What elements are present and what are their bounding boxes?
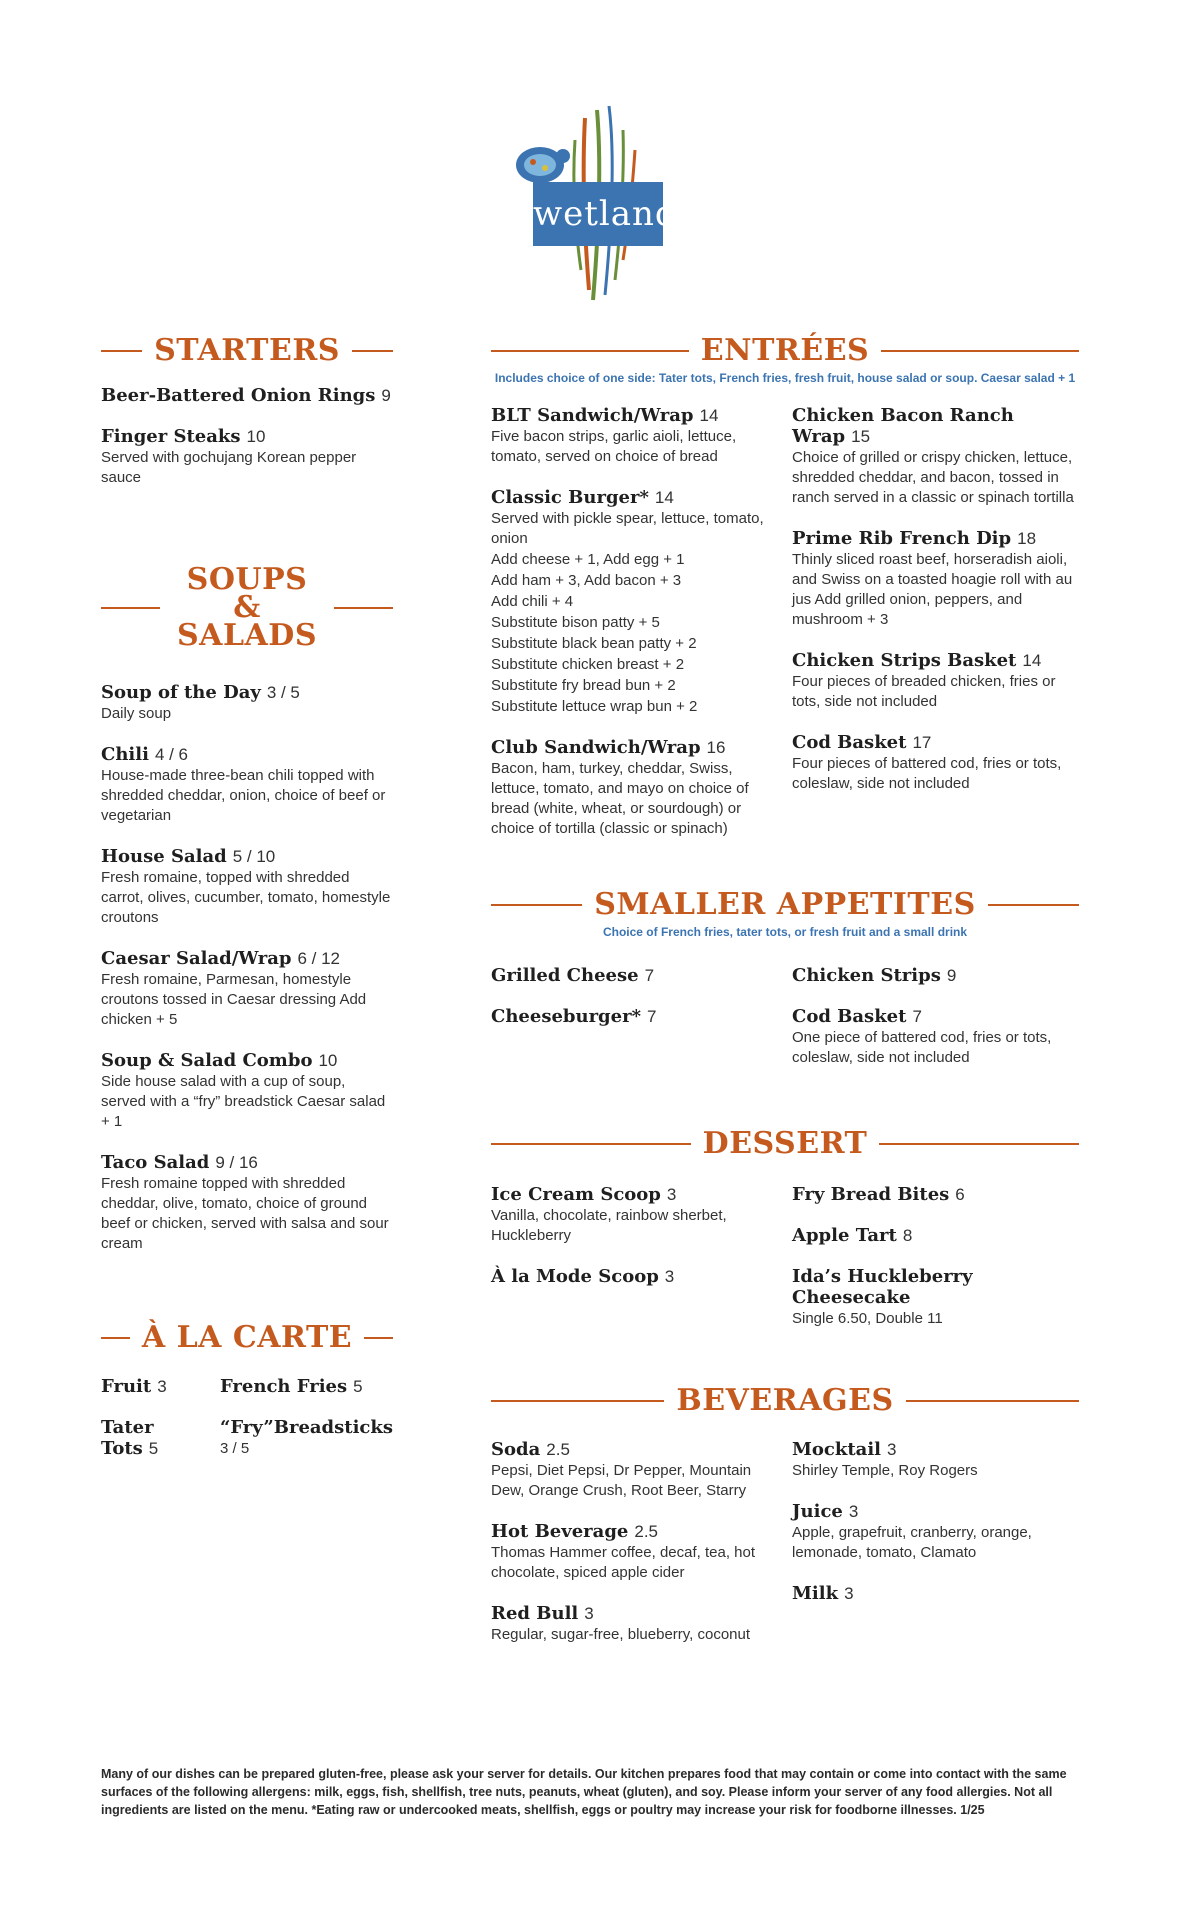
item-price: 6: [955, 1185, 965, 1204]
item-description: House-made three-bean chili topped with shredded cheddar, onion, choice of beef or vegetarian: [101, 767, 386, 824]
item-description: Four pieces of breaded chicken, fries or tots, side not included: [792, 673, 1056, 710]
menu-item: [491, 405, 778, 467]
menu-item: [101, 426, 393, 488]
item-price: 3: [666, 1185, 677, 1204]
menu-item: [220, 1376, 393, 1397]
item-name: Soda: [491, 1439, 541, 1460]
logo-wordmark: wetlands: [533, 182, 663, 246]
item-description: Substitute chicken breast + 2: [491, 656, 685, 673]
item-name: Cheeseburger*: [491, 1006, 641, 1027]
item-price: 10: [246, 427, 266, 446]
item-price: 9: [946, 966, 957, 985]
carte-heading: [101, 1320, 393, 1355]
dessert-title: DESSERT: [702, 1126, 868, 1161]
item-name: Fruit: [101, 1376, 152, 1397]
item-description: Fresh romaine, topped with shredded carrot, olives, cucumber, tomato, homestyle croutons: [101, 869, 391, 926]
menu-item: [101, 1417, 206, 1459]
item-name: Classic Burger*: [491, 487, 649, 508]
starters-title: STARTERS: [154, 333, 340, 368]
item-description: Four pieces of battered cod, fries or tots, coleslaw, side not included: [792, 755, 1062, 792]
menu-item: [101, 744, 393, 826]
starters-heading: [101, 333, 393, 368]
menu-item: [792, 732, 1079, 794]
item-price: 8: [902, 1226, 913, 1245]
menu-item: [101, 1152, 393, 1254]
item-price: 3 / 5: [266, 683, 300, 702]
menu-item: [491, 1184, 778, 1246]
item-description: Substitute fry bread bun + 2: [491, 677, 676, 694]
item-name: Grilled Cheese: [491, 965, 639, 986]
item-name: House Salad: [101, 846, 227, 867]
item-name: Prime Rib French Dip: [792, 528, 1012, 549]
item-name: Soup & Salad Combo: [101, 1050, 313, 1071]
item-price: 17: [912, 733, 932, 752]
item-description: Vanilla, chocolate, rainbow sherbet, Huckleberry: [491, 1207, 727, 1244]
item-description: Add chili + 4: [491, 593, 574, 610]
item-price: 5: [148, 1439, 159, 1458]
menu-item: [101, 846, 393, 928]
item-name: Chicken Strips: [792, 965, 941, 986]
item-name: Chili: [101, 744, 149, 765]
menu-item: [792, 405, 1079, 508]
item-price: 3: [664, 1267, 675, 1286]
item-price: 2.5: [546, 1440, 570, 1459]
item-price: 7: [644, 966, 655, 985]
item-description: Substitute black bean patty + 2: [491, 635, 697, 652]
item-price: 5 / 10: [232, 847, 276, 866]
item-price: 4 / 6: [154, 745, 189, 764]
item-price: 15: [851, 427, 871, 446]
item-description: Substitute lettuce wrap bun + 2: [491, 698, 698, 715]
item-description: Substitute bison patty + 5: [491, 614, 660, 631]
item-name: Fry Bread Bites: [792, 1184, 950, 1205]
item-name: Club Sandwich/Wrap: [491, 737, 701, 758]
item-price: 9 / 16: [215, 1153, 258, 1172]
item-name: Red Bull: [491, 1603, 579, 1624]
item-price: 6 / 12: [297, 949, 340, 968]
item-description: Choice of grilled or crispy chicken, lettuce, shredded cheddar, and bacon, tossed in ranch served in a classic or spinach tortilla: [792, 449, 1074, 506]
item-name: Ida’s Huckleberry Cheesecake: [792, 1266, 973, 1308]
item-price: 14: [654, 488, 674, 507]
menu-item: [792, 1006, 1079, 1068]
item-name: Ice Cream Scoop: [491, 1184, 661, 1205]
menu-item: [220, 1417, 393, 1459]
item-description: Fresh romaine topped with shredded cheddar, olive, tomato, choice of ground beef or chicken, served with salsa and sour cream: [101, 1175, 389, 1252]
item-name: French Fries: [219, 1376, 348, 1397]
item-price: 7: [912, 1007, 922, 1026]
menu-item: [792, 1583, 1079, 1604]
item-name: Beer-Battered Onion Rings: [101, 385, 376, 406]
wetlands-logo: [505, 100, 697, 305]
dessert-heading: [491, 1126, 1079, 1161]
item-price: 3: [584, 1604, 594, 1623]
menu-item: [491, 1521, 778, 1583]
entrees-heading: [491, 333, 1079, 368]
item-name: Chicken Bacon Ranch Wrap: [792, 405, 1014, 447]
item-description: Side house salad with a cup of soup, served with a “fry” breadstick Caesar salad + 1: [101, 1073, 386, 1130]
item-name: Soup of the Day: [101, 682, 261, 703]
item-name: Tater Tots: [101, 1417, 154, 1459]
item-price: 3: [157, 1377, 167, 1396]
allergen-footer: Many of our dishes can be prepared gluten-free, please ask your server for details. Our kitchen prepares food that may contain or come into contact with the same surfaces of the following allergens: milk, eggs, fish, shellfish, tree nuts, peanuts, wheat (gluten), and soy. Please inform your server of any food allergies. Not all ingredients are listed on the menu. *Eating raw or undercooked meats, shellfish, eggs or poultry may increase your risk for foodborne illnesses. 1/25: [101, 1767, 1067, 1817]
beverages-title: BEVERAGES: [676, 1383, 894, 1418]
menu-item: [792, 1266, 1079, 1329]
menu-item: [491, 965, 778, 986]
carte-title: À LA CARTE: [141, 1320, 353, 1355]
item-price: 18: [1017, 529, 1037, 548]
smaller-title: SMALLER APPETITES: [594, 887, 976, 922]
menu-item: [792, 965, 1079, 986]
item-name: BLT Sandwich/Wrap: [491, 405, 694, 426]
item-name: Cod Basket: [792, 732, 907, 753]
item-description: Thomas Hammer coffee, decaf, tea, hot chocolate, spiced apple cider: [491, 1544, 756, 1581]
item-name: “Fry”Breadsticks: [219, 1417, 393, 1438]
item-description: One piece of battered cod, fries or tots, coleslaw, side not included: [792, 1029, 1052, 1066]
menu-item: [101, 948, 393, 1030]
menu-item: [792, 1439, 1079, 1481]
item-description: Single 6.50, Double 11: [792, 1310, 943, 1327]
entrees-subtitle: Includes choice of one side: Tater tots, French fries, fresh fruit, house salad or soup. Caesar salad + 1: [494, 371, 1076, 385]
item-description: Regular, sugar-free, blueberry, coconut: [491, 1626, 751, 1643]
item-name: Hot Beverage: [491, 1521, 629, 1542]
entrees-title: ENTRÉES: [700, 333, 870, 368]
menu-item: [101, 682, 393, 724]
menu-item: [792, 1184, 1079, 1205]
item-name: Mocktail: [792, 1439, 882, 1460]
menu-item: [792, 650, 1079, 712]
item-name: Milk: [792, 1583, 839, 1604]
item-name: À la Mode Scoop: [491, 1266, 659, 1287]
item-name: Chicken Strips Basket: [792, 650, 1017, 671]
menu-item: [101, 1050, 393, 1132]
soups-title: SOUPS & SALADS: [177, 562, 317, 653]
item-name: Finger Steaks: [101, 426, 241, 447]
item-description: Thinly sliced roast beef, horseradish aioli, and Swiss on a toasted hoagie roll with au jus Add grilled onion, peppers, and mushroom + 3: [792, 551, 1073, 628]
item-price: 9: [381, 386, 391, 405]
item-price: 16: [706, 738, 726, 757]
item-description: Add cheese + 1, Add egg + 1: [491, 551, 685, 568]
item-name: Apple Tart: [792, 1225, 897, 1246]
item-price: 14: [699, 406, 719, 425]
menu-item: [491, 1006, 778, 1027]
menu-item: [101, 385, 393, 406]
item-name: Taco Salad: [101, 1152, 210, 1173]
menu-item: [491, 1266, 778, 1287]
item-price: 14: [1022, 651, 1042, 670]
menu-item: [491, 1603, 778, 1645]
item-price: 7: [647, 1007, 657, 1026]
item-price: 3: [844, 1584, 854, 1603]
left-column: [101, 333, 393, 1459]
item-description: Pepsi, Diet Pepsi, Dr Pepper, Mountain Dew, Orange Crush, Root Beer, Starry: [491, 1462, 752, 1499]
smaller-subtitle: Choice of French fries, tater tots, or fresh fruit and a small drink: [602, 925, 968, 939]
item-price: 10: [318, 1051, 338, 1070]
menu-item: [491, 737, 778, 839]
soups-heading: [101, 562, 393, 653]
smaller-heading: [491, 887, 1079, 922]
beverages-heading: [491, 1383, 1079, 1418]
menu-item: [792, 528, 1079, 630]
menu-item: [792, 1225, 1079, 1246]
menu-item: [792, 1501, 1079, 1563]
item-description: Five bacon strips, garlic aioli, lettuce, tomato, served on choice of bread: [491, 428, 737, 465]
item-price: 3 / 5: [219, 1440, 250, 1457]
item-description: Served with pickle spear, lettuce, tomato, onion: [491, 510, 764, 547]
item-price: 5: [353, 1377, 363, 1396]
item-description: Served with gochujang Korean pepper sauce: [101, 449, 357, 486]
item-price: 3: [887, 1440, 897, 1459]
item-description: Bacon, ham, turkey, cheddar, Swiss, lettuce, tomato, and mayo on choice of bread (white, wheat, or sourdough) or choice of tortilla (classic or spinach): [491, 760, 749, 837]
item-description: Apple, grapefruit, cranberry, orange, lemonade, tomato, Clamato: [792, 1524, 1032, 1561]
right-column: [491, 333, 1079, 1645]
item-name: Juice: [792, 1501, 843, 1522]
item-description: Fresh romaine, Parmesan, homestyle croutons tossed in Caesar dressing Add chicken + 5: [101, 971, 367, 1028]
menu-item: [491, 1439, 778, 1501]
item-name: Caesar Salad/Wrap: [101, 948, 292, 969]
item-description: Add ham + 3, Add bacon + 3: [491, 572, 682, 589]
item-price: 3: [848, 1502, 859, 1521]
item-price: 2.5: [634, 1522, 658, 1541]
menu-item: [491, 487, 778, 717]
item-description: Daily soup: [101, 705, 172, 722]
item-description: Shirley Temple, Roy Rogers: [792, 1462, 978, 1479]
item-name: Cod Basket: [792, 1006, 907, 1027]
menu-item: [101, 1376, 206, 1397]
